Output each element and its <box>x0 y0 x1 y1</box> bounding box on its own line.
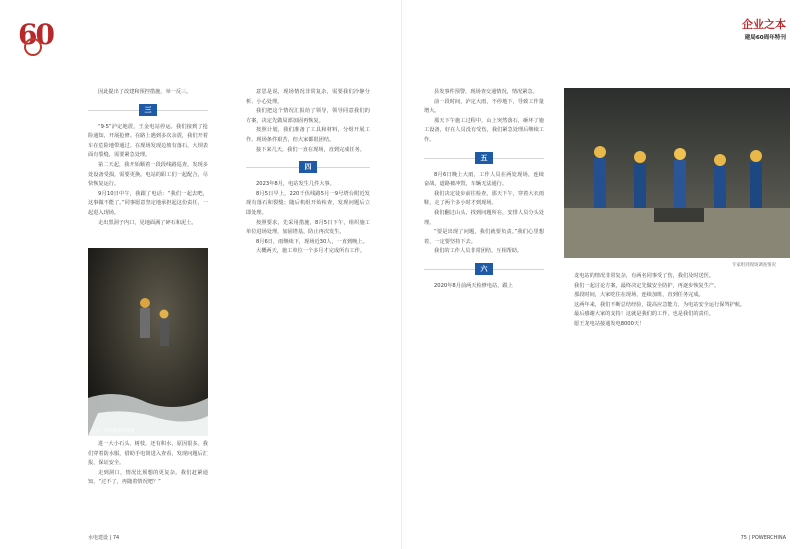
paragraph: 2020年8月前两天检修电站，跟上 <box>434 282 513 289</box>
section-badge: 六 <box>475 263 493 275</box>
section-header-5 <box>424 152 544 164</box>
paragraph: 我们的工作人员非常团结，互相帮助。 <box>434 248 523 255</box>
logo-60-text: 60 <box>18 18 53 51</box>
left-column-1-bottom <box>88 440 208 518</box>
section-badge: 五 <box>475 152 493 164</box>
section-header-4 <box>246 161 370 173</box>
paragraph: 第二天起，我开始顺着一段段线路巡查，发现多处设备受损，需要更换。电站的职工们一起配合，尽快恢复运行。 <box>88 161 208 188</box>
right-column-2 <box>564 272 790 522</box>
paragraph: 我们把这个情况汇报给了领导，领导同意我们的方案，决定先做局部加固再恢复。 <box>246 108 370 124</box>
paragraph: 那段时间，大家吃住在现场，连续加班，直到任务完成。 <box>574 292 704 299</box>
paragraph: 愿王龙电站接通发电8000天！ <box>574 320 645 327</box>
paragraph: 我们翻过山头，找到问题所在，安排人员分头处理。 <box>424 209 544 226</box>
crew-photo <box>564 88 790 258</box>
paragraph: 因此提出了改建和预控措施，举一反三。 <box>98 89 192 95</box>
photo-caption: 专家组到现场调查情况 <box>732 263 776 268</box>
right-column-1 <box>424 88 544 508</box>
paragraph: 我们一起讨论方案，最终决定先做安全防护，再逐步恢复生产。 <box>574 282 720 289</box>
paragraph: 按照要求，先采用措施，8月5日下午，组织施工单位进场处理，加固塔基，防止再次发生。 <box>246 219 370 236</box>
paragraph: 8月5日早上，220千伏线路5月一9号塔台附近发现有落石和裂缝；随后机组开始检查，发现问题后立即处理。 <box>246 190 370 216</box>
paragraph: 龙电站的情况非常复杂，有两名同事受了伤，我们及时送医。 <box>574 273 715 279</box>
logo-ring-icon <box>24 38 42 56</box>
left-column-1-top <box>88 88 208 228</box>
tunnel-photo <box>88 248 208 436</box>
section-badge: 四 <box>299 161 317 173</box>
paragraph: 走到洞口，情况比预想的更复杂。我们赶紧通知，“过不了，再随着情况吧？” <box>88 469 208 486</box>
paragraph: 我们决定徒步前往检查，那天下午，穿着大衣雨鞋，走了两个多小时才到现场。 <box>424 190 544 207</box>
left-column-2 <box>246 88 370 518</box>
paragraph: “要是出现了问题，我们就要负责。”我们心里想着，一定要坚持下去。 <box>424 229 544 245</box>
brand-header <box>742 16 786 41</box>
paragraph: 接下来几天，我们一直在现场，直到完成任务。 <box>256 146 365 153</box>
paragraph: 前一段时间，泸定大雨，不停地下，导致工作量增大。 <box>424 98 544 115</box>
photo-caption: 工作人员在隧洞内巡查 <box>91 429 135 434</box>
paragraph: 大概两天，施工单位一个多月才完成所有工作。 <box>256 248 365 255</box>
paragraph: 那天下午施工过程中，山上突然落石，砸坏了施工设备，好在人员没有受伤，我们紧急处理后继续工作。 <box>424 117 544 143</box>
right-page <box>402 0 804 549</box>
anniversary-logo <box>18 18 78 54</box>
paragraph: 县发事件预警，现场查交通情况，情况紧急。 <box>434 89 538 95</box>
paragraph: “9·5”泸定地震，王金电站停运。我们接到了抢险通知，开展抢修。在路上遇到多次余震，我们开着车在危险地带通过。在现场发现边坡有落石，大坝表面有裂缝，需要紧急处理。 <box>88 123 208 159</box>
paragraph: 8月6日晚上大雨，工作人员在两处现场，连续奋战，道路被冲毁，车辆无法通行。 <box>424 171 544 188</box>
paragraph: 按照计划，我们准备了工具和材料，分组开展工作。现场条件艰苦，但大家都很团结。 <box>246 127 370 143</box>
page-folio-right: 75 | POWERCHINA <box>740 535 786 541</box>
paragraph: 8月6日，雨继续下，现场近30人，一直到晚上。 <box>256 238 368 245</box>
brand-subtitle: 建局60周年特刊 <box>744 35 786 41</box>
paragraph: 2023年8月，电站发生几件大事。 <box>256 181 335 188</box>
brand-title: 企业之本 <box>742 19 786 31</box>
section-badge: 三 <box>139 104 157 116</box>
page-folio-left: 水电建设 | 74 <box>88 535 120 541</box>
paragraph: 意思是说，现场情况非常复杂，需要我们冷静分析、小心处理。 <box>246 89 370 105</box>
paragraph: 进一大小石头、树枝，还有积水，原因很多。我们穿着防水服，借助手电筒进入查看，发现问题后汇报，保证安全。 <box>88 441 208 467</box>
section-header-3 <box>88 104 208 116</box>
paragraph: 走出黑洞子内口，见地面满了碎石和泥土。 <box>98 219 197 226</box>
paragraph: 最后感谢大家的支持！这就是我们的工作，也是我们的责任。 <box>574 311 715 318</box>
paragraph: 9月10日中午，我跟了电话：“我们一起去吧，这事做不能了。”同事愿意坚定地承担起这份责任，一起进入现场。 <box>88 190 208 216</box>
section-header-6 <box>424 263 544 275</box>
paragraph: 这两年来，我们不断总结经验，提高应急能力，为电站安全运行保驾护航。 <box>574 301 746 308</box>
